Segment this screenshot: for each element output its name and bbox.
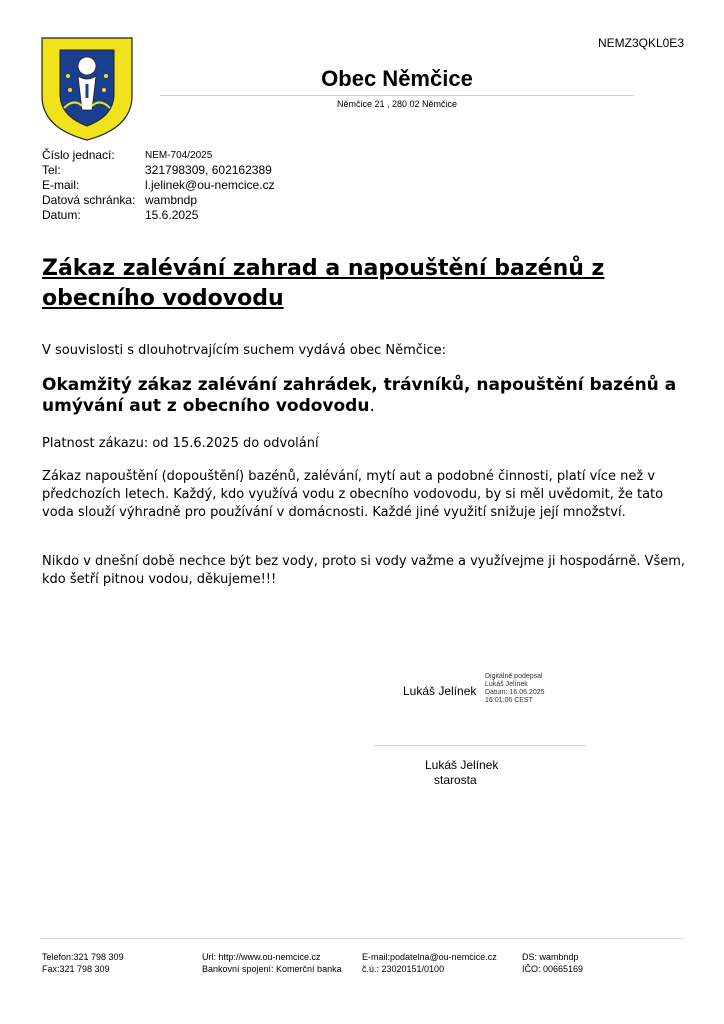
validity-text: Platnost zákazu: od 15.6.2025 do odvolání xyxy=(42,436,319,451)
signer-block xyxy=(425,758,498,788)
document-title: Zákaz zalévání zahrad a napouštění bazénů z obecního vodovodu xyxy=(42,256,605,311)
meta-value: NEM-704/2025 xyxy=(145,150,213,161)
meta-label: Tel: xyxy=(42,163,61,177)
meta-label: Číslo jednací: xyxy=(42,148,115,162)
footer-web-bank-column xyxy=(202,951,342,975)
signer-role: starosta xyxy=(434,773,477,787)
footer-fax: Fax:321 798 309 xyxy=(42,964,110,974)
footer-account: č.ú.: 23020151/0100 xyxy=(362,964,445,974)
ban-period: . xyxy=(369,396,375,416)
meta-value: l.jelinek@ou-nemcice.cz xyxy=(145,178,275,192)
footer-divider xyxy=(40,938,684,939)
digital-signature-details xyxy=(485,673,545,705)
signer-name: Lukáš Jelínek xyxy=(425,758,499,772)
meta-label: Datová schránka: xyxy=(42,193,136,207)
footer-ids-column xyxy=(522,951,583,975)
digital-signature-name: Lukáš Jelínek xyxy=(403,684,477,698)
meta-value: 15.6.2025 xyxy=(145,208,199,222)
organization-name: Obec Němčice xyxy=(321,66,473,91)
footer-bank: Bankovní spojení: Komerční banka xyxy=(202,964,342,974)
paragraph-closing: Nikdo v dnešní době nechce být bez vody, proto si vody važme a využívejme ji hospodárně. Všem, kdo šetří pitnou vodou, děkujeme!!! xyxy=(42,554,686,587)
footer-data-box: DS: wambndp xyxy=(522,952,579,962)
signature-detail-line: Digitálně podepsal xyxy=(485,673,543,680)
footer-email: E-mail:podatelna@ou-nemcice.cz xyxy=(362,952,497,962)
signature-line xyxy=(374,745,586,746)
footer-contact-column xyxy=(42,951,124,975)
footer-email-account-column xyxy=(362,951,497,975)
footer-ico: IČO: 00665169 xyxy=(522,964,584,974)
paragraph-explanation: Zákaz napouštění (dopouštění) bazénů, zalévání, mytí aut a podobné činnosti, platí více než v předchozích letech. Každý, kdo využívá vodu z obecního vodovodu, by si měl uvědomit, že tato voda slouží výhradně pro používání v domácnosti. Každé jiné využití snižuje její množství. xyxy=(42,469,664,520)
meta-label: Datum: xyxy=(42,208,81,222)
signature-detail-line: Lukáš Jelínek xyxy=(485,681,528,688)
meta-value: 321798309, 602162389 xyxy=(145,163,272,177)
meta-label: E-mail: xyxy=(42,178,80,192)
signature-detail-line: Datum: 16.06.2025 xyxy=(485,689,545,696)
footer-phone: Telefon:321 798 309 xyxy=(42,952,124,962)
document-id: NEMZ3QKL0E3 xyxy=(597,36,684,50)
organization-address: Němčice 21 , 280 02 Němčice xyxy=(336,99,458,109)
meta-value: wambndp xyxy=(145,193,198,207)
intro-text: V souvislosti s dlouhotrvajícím suchem vydává obec Němčice: xyxy=(42,343,447,358)
header-divider xyxy=(160,95,634,96)
footer-url: Url: http://www.ou-nemcice.cz xyxy=(202,952,321,962)
ban-text: Okamžitý zákaz zalévání zahrádek, trávníků, napouštění bazénů a umývání aut z obecního vodovodu xyxy=(42,375,677,416)
municipal-coat-of-arms-icon xyxy=(40,36,134,142)
ban-announcement xyxy=(42,375,682,417)
signature-detail-line: 16:01:06 CEST xyxy=(485,697,533,704)
